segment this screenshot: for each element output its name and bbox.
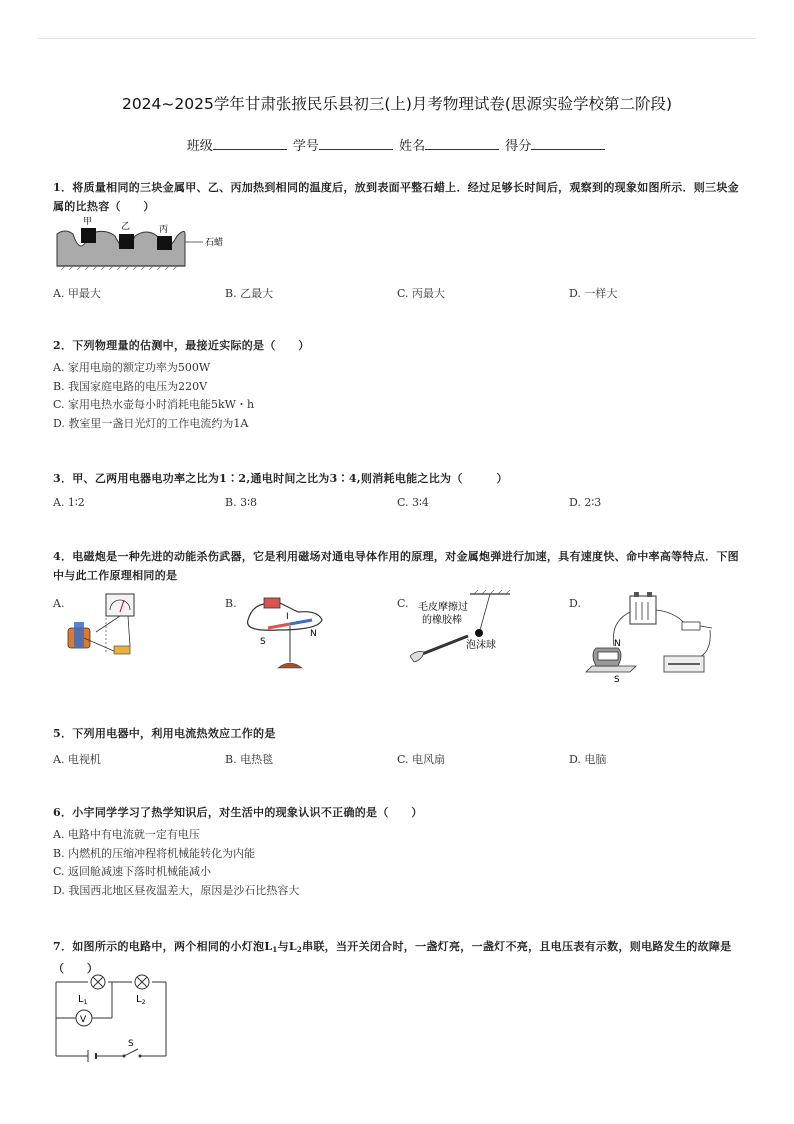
- switch: [682, 622, 700, 630]
- label-n: N: [310, 629, 317, 639]
- q1-option-d[interactable]: D. 一样大: [569, 287, 618, 300]
- q7-sub-1: 1: [272, 945, 278, 954]
- battery: [264, 598, 280, 608]
- label-switch: S: [128, 1039, 134, 1049]
- q7-stem-part1: 7．如图所示的电路中，两个相同的小灯泡L: [53, 940, 273, 953]
- q2-option-a[interactable]: A. 家用电扇的额定功率为500W: [53, 361, 211, 374]
- label-l1: $L_1$: [78, 994, 88, 1006]
- q2-option-c[interactable]: C. 家用电热水壶每小时消耗电能5kW・h: [53, 398, 255, 411]
- q5-option-c[interactable]: C. 电风扇: [397, 753, 446, 766]
- question-3-stem: 3．甲、乙两用电器电功率之比为1∶2,通电时间之比为3∶4,则消耗电能之比为（ ）: [53, 472, 508, 485]
- class-label: 班级: [186, 139, 213, 154]
- label-l2: $L_2$: [136, 994, 146, 1006]
- label-s: S: [260, 637, 266, 647]
- label-rod-line2: 的橡胶棒: [422, 615, 462, 626]
- q3-option-b[interactable]: B. 3∶8: [225, 496, 257, 509]
- score-blank[interactable]: [531, 137, 605, 150]
- q6-option-d[interactable]: D. 我国西北地区昼夜温差大，原因是沙石比热容大: [53, 883, 300, 897]
- label-voltmeter: V: [80, 1015, 87, 1025]
- label-foam-ball: 泡沫球: [466, 640, 496, 651]
- question-5-stem: 5．下列用电器中，利用电流热效应工作的是: [53, 727, 276, 740]
- question-1-options: [53, 285, 743, 301]
- meter-box: [106, 594, 134, 616]
- metal-yi: [119, 234, 134, 249]
- q6-option-b[interactable]: B. 内燃机的压缩冲程将机械能转化为内能: [53, 846, 256, 860]
- coil: [74, 622, 84, 648]
- q4-option-d[interactable]: D.: [569, 597, 581, 610]
- question-4-stem: 4．电磁炮是一种先进的动能杀伤武器，它是利用磁场对通电导体作用的原理，对金属炮弹进行加速，具有速度快、命中率高等特点．下图中与此工作原理相同的是: [53, 550, 739, 582]
- question-2-stem: 2．下列物理量的估测中，最接近实际的是（ ）: [53, 339, 310, 352]
- hand: [410, 652, 424, 663]
- q7-sub-2: 2: [296, 945, 303, 954]
- rotor: [598, 652, 618, 660]
- page-title: 2024~2025学年甘肃张掖民乐县初三(上)月考物理试卷(思源实验学校第二阶段): [121, 95, 673, 113]
- q3-option-c[interactable]: C. 3∶4: [397, 496, 429, 509]
- question-6-stem: 6．小宇同学学习了热学知识后，对生活中的现象认识不正确的是（ ）: [53, 806, 423, 819]
- table-hatching: [61, 266, 177, 270]
- question-3: [53, 469, 743, 509]
- question-1-figure: [55, 214, 265, 274]
- battery-box: [630, 596, 656, 624]
- q4-option-b[interactable]: B.: [225, 597, 237, 610]
- q7-stem-part3: 串联，当开关闭合时，一盏灯亮，一盏灯不亮，且电压表有示数，则电路发生的故障是（ ）: [53, 940, 732, 975]
- q1-option-c[interactable]: C. 丙最大: [397, 287, 446, 300]
- q3-option-d[interactable]: D. 2∶3: [569, 496, 602, 509]
- question-2: [53, 336, 743, 433]
- score-label: 得分: [505, 139, 532, 154]
- q3-option-a[interactable]: A. 1∶2: [53, 496, 85, 509]
- label-jia: 甲: [83, 217, 93, 227]
- class-blank[interactable]: [213, 137, 287, 150]
- thread: [480, 594, 490, 630]
- number-label: 学号: [292, 139, 319, 154]
- label-s: S: [614, 675, 620, 685]
- label-n: N: [614, 639, 621, 649]
- q7-stem-part2: 与L: [277, 940, 297, 953]
- q2-option-b[interactable]: B. 我国家庭电路的电压为220V: [53, 379, 208, 393]
- q5-option-a[interactable]: A. 电视机: [53, 753, 101, 766]
- q6-option-a[interactable]: A. 电路中有电流就一定有电压: [53, 828, 200, 841]
- q4-figure-d: [580, 592, 720, 688]
- label-wax: 石蜡: [205, 238, 224, 248]
- q4-option-a[interactable]: A.: [53, 597, 65, 610]
- question-7-circuit: [52, 972, 174, 1064]
- top-rule: [38, 38, 756, 39]
- switch-s: [124, 1049, 138, 1056]
- metal-bing: [157, 236, 172, 250]
- compass-base: [278, 663, 302, 668]
- q5-option-b[interactable]: B. 电热毯: [225, 753, 274, 766]
- label-current: I: [286, 612, 289, 622]
- q4-figure-a: [66, 592, 166, 660]
- question-6: [53, 803, 743, 900]
- label-bing: 丙: [159, 225, 169, 235]
- q4-option-c[interactable]: C.: [397, 597, 409, 610]
- q4-figure-c: [408, 590, 518, 668]
- q2-option-d[interactable]: D. 教室里一盏日光灯的工作电流约为1A: [53, 416, 249, 430]
- needle-s: [290, 620, 312, 624]
- foam-ball: [475, 629, 483, 637]
- needle-n: [268, 624, 290, 628]
- student-info-line: [0, 135, 794, 154]
- question-1-stem: 1．将质量相同的三块金属甲、乙、丙加热到相同的温度后，放到表面平整石蜡上．经过足够长时间后，观察到的现象如图所示．则三块金属的比热容（ ）: [53, 181, 739, 213]
- q4-figure-b: [238, 592, 338, 672]
- question-4: [53, 547, 743, 585]
- q1-option-b[interactable]: B. 乙最大: [225, 287, 274, 300]
- q6-option-c[interactable]: C. 返回舱减速下落时机械能减小: [53, 865, 212, 878]
- q1-option-a[interactable]: A. 甲最大: [53, 287, 101, 300]
- label-yi: 乙: [121, 222, 131, 232]
- q5-option-d[interactable]: D. 电脑: [569, 753, 607, 766]
- name-blank[interactable]: [425, 137, 499, 150]
- label-rod-line1: 毛皮摩擦过: [418, 602, 468, 613]
- question-1: [53, 178, 743, 216]
- question-5: [53, 724, 743, 767]
- magnet-base: [586, 666, 636, 672]
- name-label: 姓名: [399, 139, 426, 154]
- number-blank[interactable]: [319, 137, 393, 150]
- metal-jia: [81, 228, 96, 243]
